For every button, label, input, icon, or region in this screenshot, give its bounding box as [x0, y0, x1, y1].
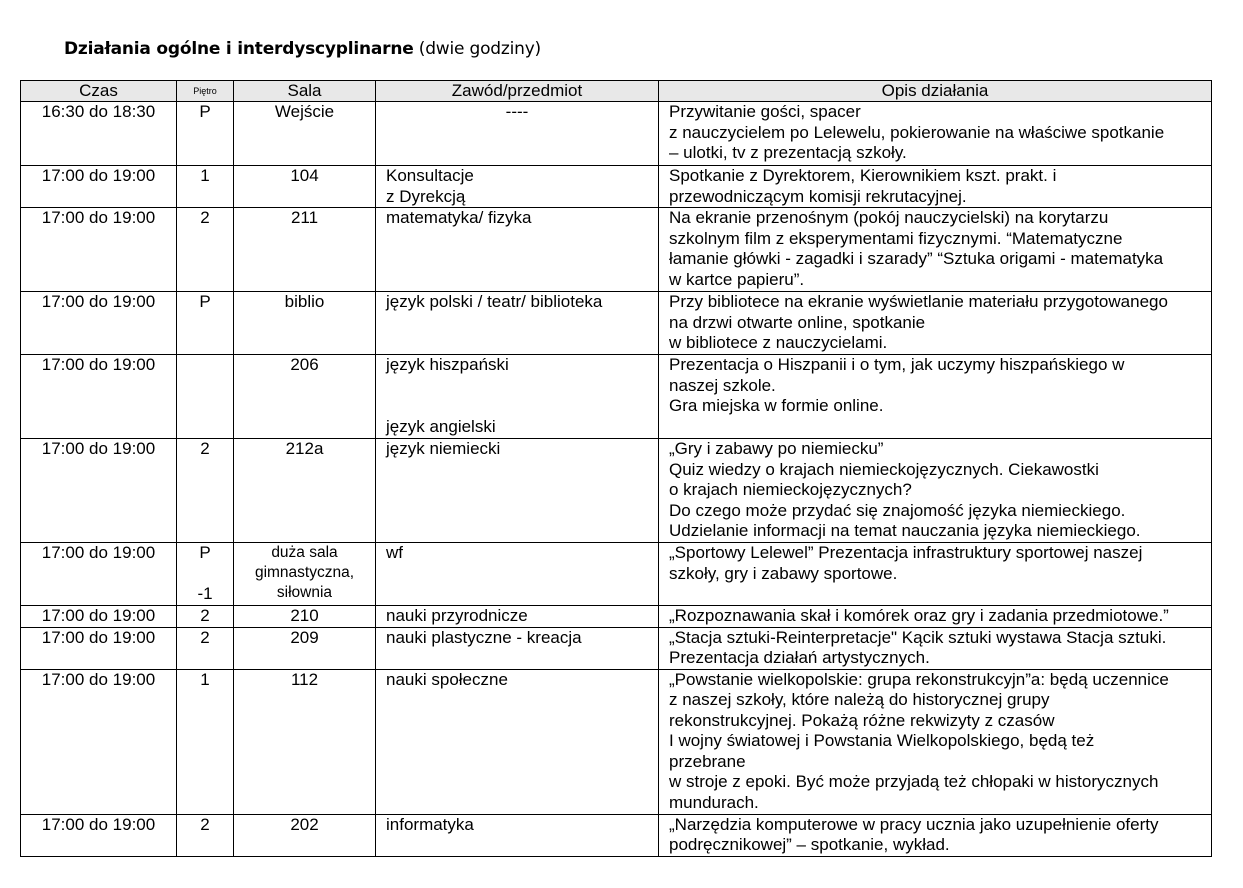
table-row [21, 166, 1212, 208]
title-note: (dwie godziny) [413, 39, 541, 59]
desc-line: w stroje z epoki. Być może przyjadą też chłopaki w historycznych [669, 772, 1159, 791]
table-row [21, 292, 1212, 355]
desc-line: łamanie główki - zagadki i szarady” “Sztuka origami - matematyka [669, 249, 1164, 268]
desc-line: podręcznikowej” – spotkanie, wykład. [669, 835, 950, 854]
cell-floor: 2 [177, 439, 234, 543]
cell-time: 16:30 do 18:30 [21, 102, 177, 166]
desc-line: rekonstrukcyjnej. Pokażą różne rekwizyty z czasów [669, 710, 1055, 730]
desc-line: przewodniczącym komisji rekrutacyjnej. [669, 186, 967, 206]
subject-line: język angielski [386, 416, 496, 436]
header-description: Opis działania [659, 81, 1212, 102]
cell-room [234, 669, 376, 814]
cell-subject [376, 166, 659, 208]
cell-floor: 1 [177, 166, 234, 208]
desc-line: Na ekranie przenośnym (pokój nauczycielski) na korytarzu [669, 208, 1109, 227]
cell-room [234, 208, 376, 292]
room-line: 210 [290, 606, 319, 625]
cell-time: 17:00 do 19:00 [21, 355, 177, 439]
room-line: biblio [284, 292, 325, 311]
table-row [21, 814, 1212, 856]
cell-description [659, 627, 1212, 669]
floor-line: P [199, 543, 211, 562]
desc-line: „Stacja sztuki-Reinterpretacje" Kącik sztuki wystawa Stacja sztuki. [669, 627, 1167, 647]
cell-room [234, 355, 376, 439]
cell-floor: 2 [177, 606, 234, 628]
cell-floor [177, 543, 234, 606]
schedule-table [20, 80, 1212, 857]
room-line: Wejście [274, 102, 335, 121]
table-row [21, 606, 1212, 628]
title-bold: Działania ogólne i interdyscyplinarne [64, 39, 414, 59]
subject-line: ---- [505, 102, 529, 121]
floor-line: -1 [197, 583, 213, 603]
table-row [21, 543, 1212, 606]
desc-line: „Narzędzia komputerowe w pracy ucznia jako uzupełnienie oferty [669, 814, 1159, 834]
cell-floor: 1 [177, 669, 234, 814]
cell-description [659, 669, 1212, 814]
room-line: 112 [290, 669, 319, 689]
subject-spacer [386, 376, 648, 417]
room-line: 211 [290, 208, 319, 227]
cell-description [659, 606, 1212, 628]
cell-room [234, 439, 376, 543]
cell-time: 17:00 do 19:00 [21, 814, 177, 856]
desc-line: Spotkanie z Dyrektorem, Kierownikiem kszt. prakt. i [669, 166, 1057, 185]
desc-line: na drzwi otwarte online, spotkanie [669, 312, 926, 332]
subject-line: nauki przyrodnicze [386, 606, 528, 625]
header-subject: Zawód/przedmiot [376, 81, 659, 102]
desc-line: mundurach. [669, 792, 759, 812]
subject-line: nauki plastyczne - kreacja [386, 627, 582, 647]
cell-room [234, 292, 376, 355]
table-row [21, 208, 1212, 292]
desc-line: Przy bibliotece na ekranie wyświetlanie materiału przygotowanego [669, 292, 1168, 311]
cell-subject [376, 355, 659, 439]
subject-line: z Dyrekcją [386, 186, 466, 206]
subject-line: język niemiecki [386, 439, 501, 458]
desc-line: „Rozpoznawania skał i komórek oraz gry i zadania przedmiotowe.” [669, 606, 1169, 625]
room-line: duża sala [271, 544, 338, 561]
desc-line: szkoły, gry i zabawy sportowe. [669, 563, 898, 583]
desc-line: Gra miejska w formie online. [669, 396, 884, 415]
desc-line: Prezentacja działań artystycznych. [669, 648, 930, 667]
room-line: gimnastyczna, [254, 564, 355, 581]
cell-subject [376, 627, 659, 669]
cell-subject [376, 669, 659, 814]
cell-description [659, 208, 1212, 292]
cell-description [659, 543, 1212, 606]
table-row [21, 439, 1212, 543]
cell-time: 17:00 do 19:00 [21, 543, 177, 606]
cell-floor [177, 355, 234, 439]
desc-line: I wojny światowej i Powstania Wielkopolskiego, będą też [669, 731, 1095, 750]
table-row [21, 669, 1212, 814]
subject-line: wf [386, 543, 403, 562]
table-row [21, 627, 1212, 669]
cell-time: 17:00 do 19:00 [21, 439, 177, 543]
cell-room [234, 814, 376, 856]
desc-line: naszej szkole. [669, 375, 776, 395]
room-line: 206 [290, 355, 319, 374]
desc-line: Do czego może przydać się znajomość języka niemieckiego. [669, 500, 1126, 520]
cell-description [659, 355, 1212, 439]
subject-line: nauki społeczne [386, 669, 508, 689]
cell-room [234, 627, 376, 669]
subject-line: język hiszpański [386, 355, 509, 374]
cell-subject [376, 292, 659, 355]
desc-line: w kartce papieru”. [669, 269, 805, 289]
cell-description [659, 439, 1212, 543]
cell-description [659, 166, 1212, 208]
cell-subject [376, 439, 659, 543]
desc-line: z nauczycielem po Lelewelu, pokierowanie na właściwe spotkanie [669, 122, 1165, 142]
desc-line: „Gry i zabawy po niemiecku” [669, 439, 884, 458]
header-floor: Piętro [177, 81, 234, 102]
cell-floor: 2 [177, 208, 234, 292]
header-time: Czas [21, 81, 177, 102]
room-line: siłownia [276, 584, 333, 601]
cell-time: 17:00 do 19:00 [21, 208, 177, 292]
cell-subject [376, 102, 659, 166]
desc-line: przebrane [669, 751, 746, 771]
cell-description [659, 814, 1212, 856]
cell-floor: P [177, 102, 234, 166]
cell-room [234, 543, 376, 606]
cell-description [659, 292, 1212, 355]
cell-time: 17:00 do 19:00 [21, 669, 177, 814]
desc-line: z naszej szkoły, które należą do historycznej grupy [669, 690, 1050, 709]
page-title [64, 39, 541, 59]
cell-subject [376, 606, 659, 628]
desc-line: Przywitanie gości, spacer [669, 102, 861, 121]
room-line: 202 [290, 814, 319, 834]
cell-time: 17:00 do 19:00 [21, 606, 177, 628]
cell-room [234, 102, 376, 166]
room-line: 209 [290, 627, 319, 647]
subject-line: matematyka/ fizyka [386, 208, 532, 227]
cell-subject [376, 814, 659, 856]
cell-time: 17:00 do 19:00 [21, 292, 177, 355]
desc-line: szkolnym film z eksperymentami fizycznymi. “Matematyczne [669, 228, 1123, 248]
desc-line: „Powstanie wielkopolskie: grupa rekonstrukcyjn”a: będą uczennice [669, 669, 1169, 689]
cell-floor: P [177, 292, 234, 355]
cell-time: 17:00 do 19:00 [21, 627, 177, 669]
desc-line: – ulotki, tv z prezentacją szkoły. [669, 143, 907, 162]
cell-room [234, 606, 376, 628]
cell-subject [376, 543, 659, 606]
subject-line: informatyka [386, 814, 474, 834]
desc-line: o krajach niemieckojęzycznych? [669, 480, 912, 499]
cell-floor: 2 [177, 627, 234, 669]
desc-line: Quiz wiedzy o krajach niemieckojęzycznych. Ciekawostki [669, 459, 1099, 479]
desc-line: Prezentacja o Hiszpanii i o tym, jak uczymy hiszpańskiego w [669, 355, 1125, 374]
cell-description [659, 102, 1212, 166]
table-row [21, 355, 1212, 439]
subject-line: Konsultacje [386, 166, 474, 185]
desc-line: w bibliotece z nauczycielami. [669, 333, 888, 352]
cell-time: 17:00 do 19:00 [21, 166, 177, 208]
table-body [21, 102, 1212, 857]
table-row [21, 102, 1212, 166]
room-line: 104 [290, 166, 319, 185]
cell-floor: 2 [177, 814, 234, 856]
cell-room [234, 166, 376, 208]
cell-subject [376, 208, 659, 292]
desc-line: „Sportowy Lelewel” Prezentacja infrastruktury sportowej naszej [669, 543, 1143, 562]
subject-line: język polski / teatr/ biblioteka [386, 292, 603, 311]
room-line: 212a [285, 439, 324, 458]
header-room: Sala [234, 81, 376, 102]
desc-line: Udzielanie informacji na temat nauczania języka niemieckiego. [669, 521, 1141, 540]
table-header-row [21, 81, 1212, 102]
